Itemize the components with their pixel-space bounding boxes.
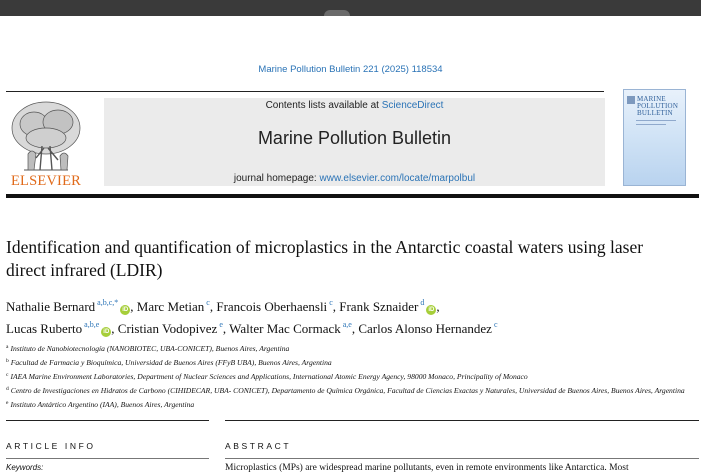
- paper-title: Identification and quantification of microplastics in the Antarctic coastal waters using laser direct infrared (LDIR): [6, 237, 644, 280]
- author-name[interactable]: [6, 299, 130, 314]
- author-affiliation-marks[interactable]: d: [420, 298, 425, 307]
- journal-name: Marine Pollution Bulletin: [257, 128, 452, 148]
- viewer-tab-handle[interactable]: [324, 10, 350, 16]
- affiliation-mark: c: [6, 372, 9, 378]
- article-info-subrule: [6, 458, 209, 459]
- author-name[interactable]: [137, 299, 210, 314]
- author-name-text: Marc Metian: [136, 299, 205, 314]
- author-name-text: Frank Sznaider: [339, 299, 419, 314]
- sciencedirect-link[interactable]: ScienceDirect: [381, 100, 444, 111]
- author-affiliation-marks[interactable]: e: [219, 320, 223, 329]
- journal-homepage-link[interactable]: www.elsevier.com/locate/marpolbul: [319, 173, 476, 184]
- cover-line: [636, 120, 676, 121]
- affiliation-mark: d: [6, 386, 9, 392]
- author-separator: ,: [436, 299, 440, 314]
- header-bottom-rule: [6, 194, 699, 198]
- author-list: [6, 294, 696, 338]
- author-affiliation-marks[interactable]: a,e: [342, 320, 352, 329]
- author-name-text: Nathalie Bernard: [6, 299, 96, 314]
- author-name-text: Carlos Alonso Hernandez: [358, 321, 492, 336]
- orcid-icon[interactable]: iD: [103, 329, 110, 335]
- keywords-label: Keywords:: [6, 463, 44, 472]
- author-name[interactable]: [229, 321, 352, 336]
- orcid-icon[interactable]: iD: [122, 307, 129, 313]
- affiliation-item: [6, 355, 696, 369]
- contents-prefix: Contents lists available at: [265, 100, 382, 111]
- journal-masthead: [104, 98, 605, 186]
- affiliation-item: [6, 341, 696, 355]
- cover-emblem-icon: [627, 96, 635, 104]
- affiliation-text: Centro de Investigaciones en Hidratos de Carbono (CIHIDECAR, UBA- CONICET), Departamento de Química Orgánica, Facultad de Ciencias Exactas y Naturales, Universidad de Buenos Aires, Buenos Aires, Argentina: [10, 386, 685, 395]
- article-info-divider: [6, 420, 209, 421]
- affiliation-text: IAEA Marine Environment Laboratories, Department of Nuclear Sciences and Applications, International Atomic Energy Agency, 98000 Monaco, Principality of Monaco: [10, 372, 528, 381]
- abstract-divider: [225, 420, 699, 421]
- author-name[interactable]: [6, 321, 111, 336]
- affiliation-text: Facultad de Farmacia y Bioquímica, Universidad de Buenos Aires (FFyB UBA), Buenos Aires, Argentina: [10, 358, 332, 367]
- author-name[interactable]: [216, 299, 332, 314]
- abstract-heading: ABSTRACT: [225, 441, 292, 451]
- author-affiliation-marks[interactable]: a,b,e: [84, 320, 100, 329]
- journal-reference-link[interactable]: Marine Pollution Bulletin 221 (2025) 118534: [258, 64, 443, 75]
- author-separator: ,: [130, 299, 137, 314]
- author-affiliation-marks[interactable]: a,b,c,*: [97, 298, 119, 307]
- author-name-text: Francois Oberhaensli: [216, 299, 328, 314]
- author-name[interactable]: [358, 321, 497, 336]
- author-affiliation-marks[interactable]: c: [493, 320, 498, 329]
- elsevier-wordmark: ELSEVIER: [10, 173, 82, 189]
- affiliation-mark: e: [6, 400, 9, 406]
- affiliation-list: [6, 341, 696, 411]
- cover-title: MARINE POLLUTION BULLETIN: [637, 95, 679, 117]
- author-name[interactable]: [118, 321, 223, 336]
- author-separator: ,: [351, 321, 359, 336]
- article-info-heading: ARTICLE INFO: [6, 441, 96, 451]
- author-name[interactable]: [339, 299, 436, 314]
- viewer-top-bar: [0, 0, 701, 16]
- contents-line: [104, 100, 605, 111]
- affiliation-item: [6, 383, 696, 397]
- author-separator: ,: [332, 299, 340, 314]
- author-affiliation-marks[interactable]: c: [206, 298, 210, 307]
- author-separator: ,: [111, 321, 118, 336]
- affiliation-mark: b: [6, 358, 9, 364]
- orcid-icon[interactable]: iD: [428, 307, 435, 313]
- affiliation-item: [6, 397, 696, 411]
- cover-line: [636, 124, 666, 125]
- homepage-line: [104, 173, 605, 184]
- header-top-rule: [6, 91, 604, 92]
- affiliation-item: [6, 369, 696, 383]
- author-name-text: Cristian Vodopivez: [117, 321, 218, 336]
- abstract-subrule: [225, 458, 699, 459]
- affiliation-text: Instituto de Nanobiotecnología (NANOBIOTEC, UBA-CONICET), Buenos Aires, Argentina: [10, 344, 290, 353]
- abstract-text: Microplastics (MPs) are widespread marine pollutants, even in remote environments like Antarctica. Most: [225, 463, 629, 472]
- affiliation-mark: a: [6, 344, 9, 350]
- affiliation-text: Instituto Antártico Argentino (IAA), Buenos Aires, Argentina: [10, 400, 195, 409]
- author-separator: ,: [209, 299, 217, 314]
- author-affiliation-marks[interactable]: c: [329, 298, 333, 307]
- homepage-prefix: journal homepage:: [233, 173, 320, 184]
- journal-cover-thumbnail[interactable]: [623, 89, 686, 186]
- author-name-text: Walter Mac Cormack: [229, 321, 341, 336]
- author-name-text: Lucas Ruberto: [6, 321, 83, 336]
- author-separator: ,: [222, 321, 230, 336]
